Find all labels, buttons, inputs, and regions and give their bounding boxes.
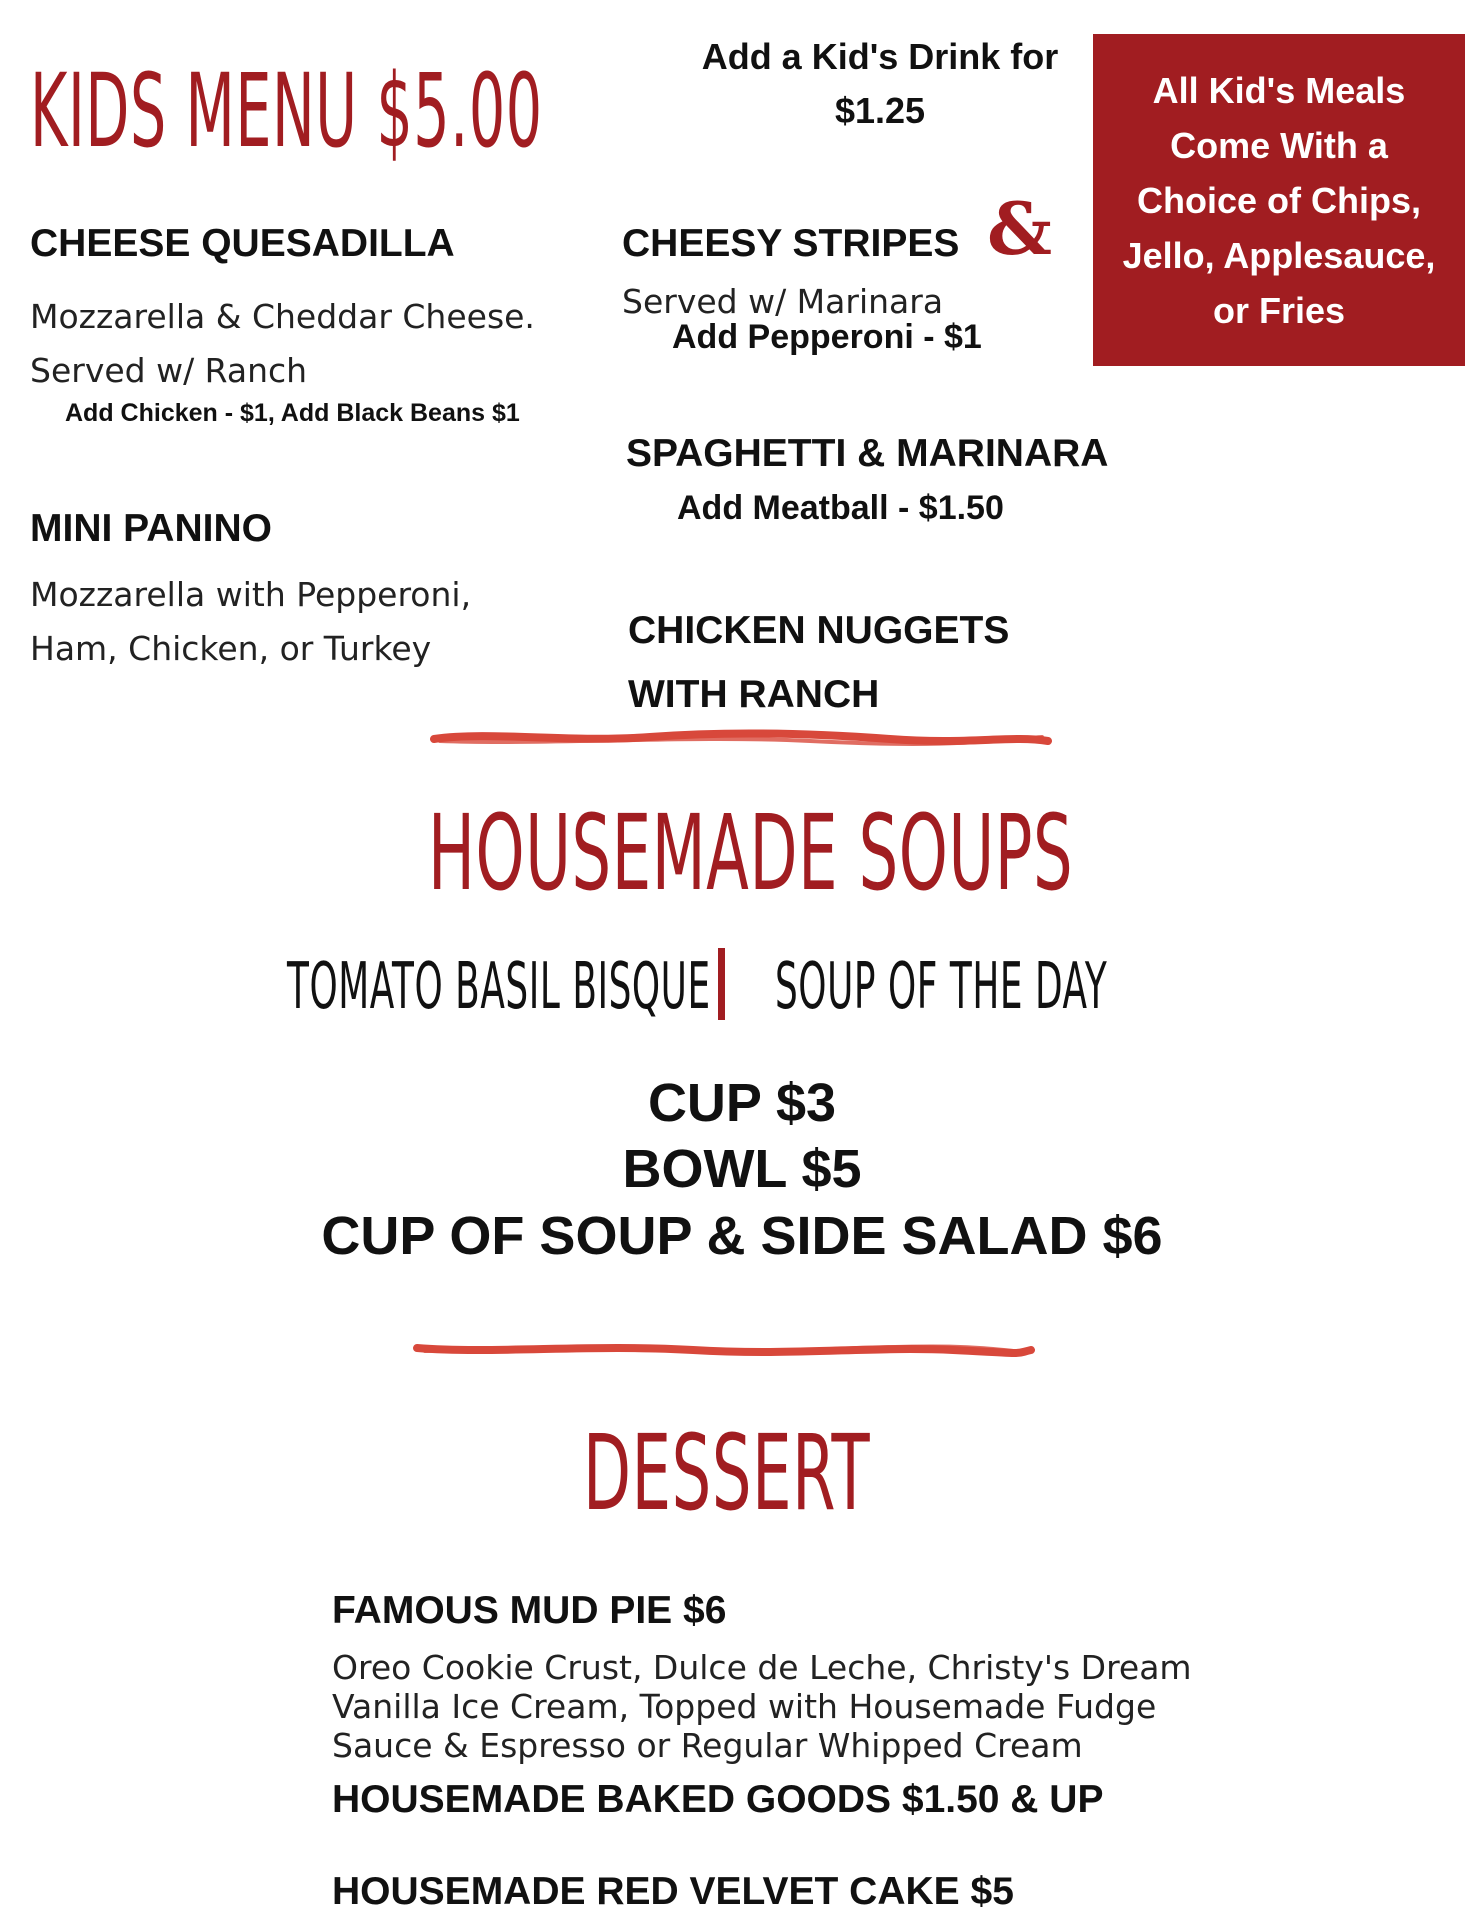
description-line: Oreo Cookie Crust, Dulce de Leche, Christy's Dream [332,1648,1192,1687]
description-line: Mozzarella & Cheddar Cheese. [30,297,535,336]
mud-pie-title: FAMOUS MUD PIE $6 [332,1589,727,1632]
chicken-nuggets-title [628,599,1108,727]
soup-price-cup: CUP $3 [647,1073,837,1133]
soup-separator [718,948,725,1020]
soup-price-combo: CUP OF SOUP & SIDE SALAD $6 [321,1206,1163,1266]
description-line: Sauce & Espresso or Regular Whipped Cream [332,1726,1083,1765]
kids-drink-note: Add a Kid's Drink for $1.25 [701,36,1059,131]
title-line: WITH RANCH [628,673,880,716]
baked-goods-title: HOUSEMADE BAKED GOODS $1.50 & UP [332,1778,1104,1821]
soup-price-bowl: BOWL $5 [622,1139,862,1199]
ampersand-mark: & [987,186,1053,271]
cheesy-stripes-addon: Add Pepperoni - $1 [672,318,982,356]
description-line: Served w/ Ranch [30,351,308,390]
cheese-quesadilla-addon: Add Chicken - $1, Add Black Beans $1 [65,399,520,427]
soup-option-tomato: TOMATO BASIL BISQUE [287,950,711,1024]
kids-meals-note: All Kid's Meals Come With a Choice of Chips, Jello, Applesauce, or Fries [1122,69,1436,331]
title-line: CHICKEN NUGGETS [628,609,1010,652]
description-line: Vanilla Ice Cream, Topped with Housemade Fudge [332,1687,1157,1726]
cheese-quesadilla-description [30,290,590,398]
soup-option-day: SOUP OF THE DAY [775,950,1108,1024]
kids-meals-note-box [1093,34,1465,366]
dessert-title: DESSERT [583,1412,871,1534]
spaghetti-marinara-addon: Add Meatball - $1.50 [677,489,1004,527]
description-line: Ham, Chicken, or Turkey [30,629,432,668]
mini-panino-description [30,568,590,676]
mud-pie-description [332,1648,1312,1765]
description-line: Mozzarella with Pepperoni, [30,575,472,614]
mini-panino-title: MINI PANINO [30,507,272,550]
cheese-quesadilla-title: CHEESE QUESADILLA [30,222,455,265]
cheesy-stripes-title: CHEESY STRIPES [622,222,960,265]
brush-divider [413,1338,1035,1362]
kids-menu-title: KIDS MENU $5.00 [30,52,543,171]
red-velvet-cake-title: HOUSEMADE RED VELVET CAKE $5 [332,1870,1014,1913]
cheesy-stripes-description: Served w/ Marinara [622,282,944,321]
spaghetti-marinara-title: SPAGHETTI & MARINARA [626,432,1109,475]
housemade-soups-title: HOUSEMADE SOUPS [428,792,1074,914]
brush-divider [430,727,1052,751]
